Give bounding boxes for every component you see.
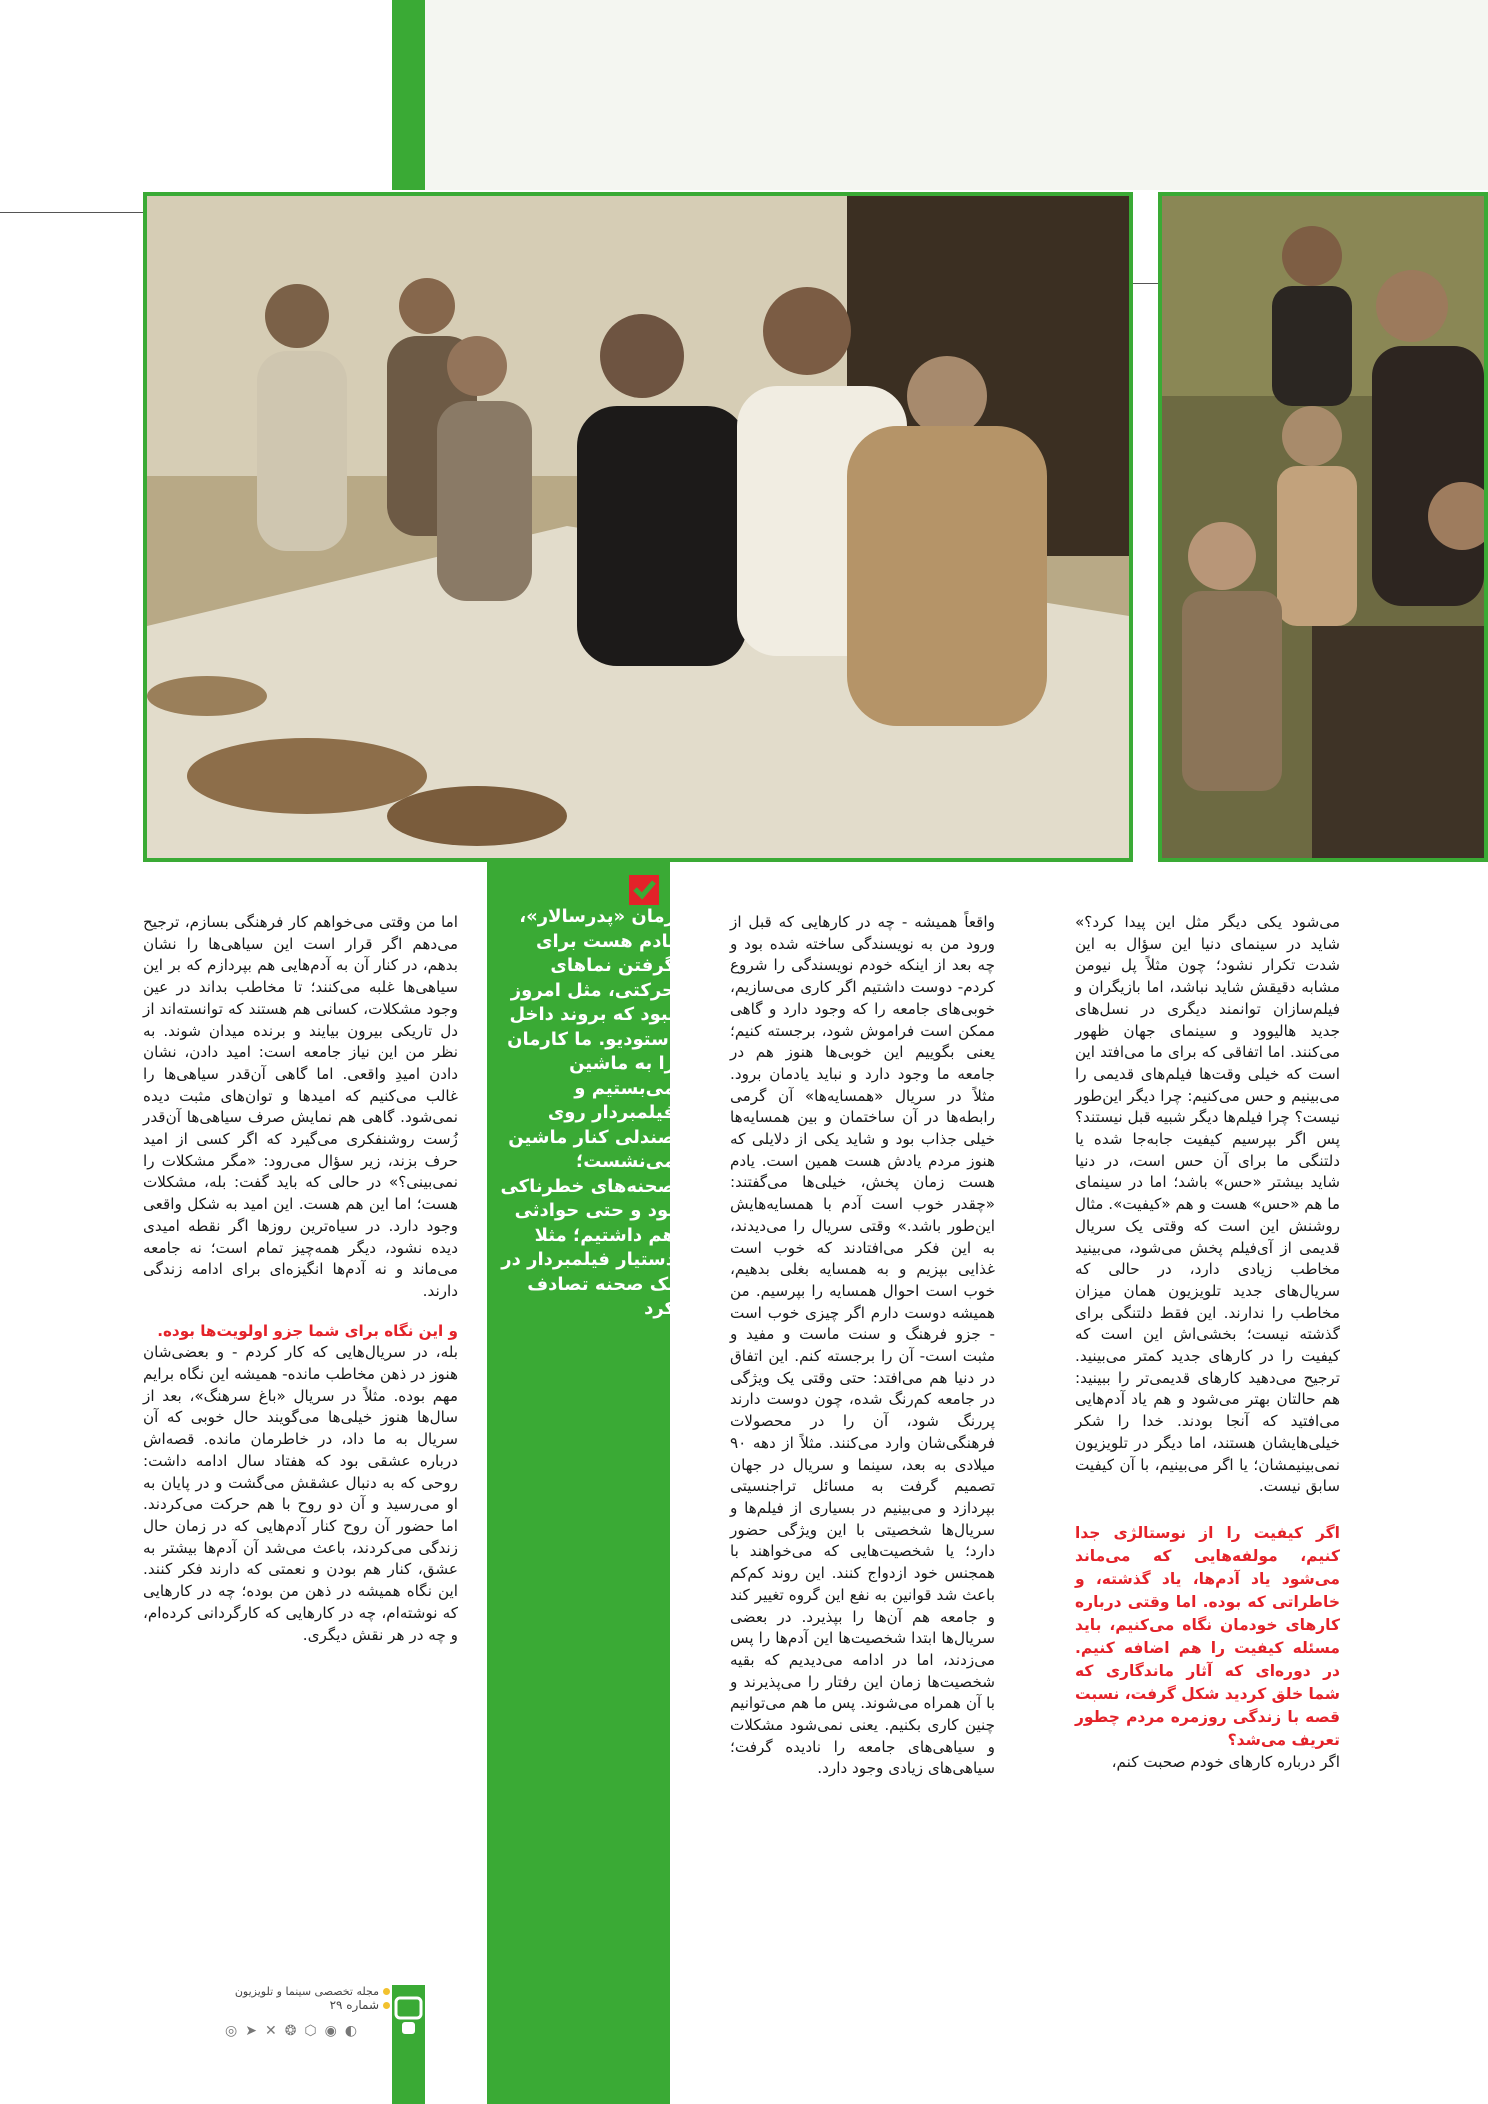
eitaa-icon[interactable]: ◉ <box>324 2023 337 2039</box>
top-white-area <box>0 0 392 190</box>
footer-info <box>160 1985 390 2012</box>
magazine-name: مجله تخصصی سینما و تلویزیون <box>160 1985 390 1998</box>
top-green-strip <box>392 0 425 190</box>
paragraph: می‌شود یکی دیگر مثل این پیدا کرد؟» شاید در سینمای دنیا این سؤال به این شدت تکرار نشود؛ چون مثلاً پل نیومن مشابه دقیقش شاید نباشد، اما بازیگران و فیلم‌سازان توانمند دیگری در نسل‌های جدید هالیوود و سینمای جهان ظهور می‌کنند. اما اتفاقی که برای ما می‌افتد این است که خیلی وقت‌ها فیلم‌های قدیمی را می‌بینیم و حس می‌کنیم: چرا دیگر این‌طور نیست؟ چرا فیلم‌ها دیگر شبیه قبل نیستند؟ پس اگر بپرسیم کیفیت جابه‌جا شده یا دلتنگی ما برای آن حس است، در دنیا شاید بیشتر «حس» باشد؛ اما در سینمای ما هم «حس» هست و هم «کیفیت». مثال روشنش این است که وقتی یک سریال قدیمی از آی‌فیلم پخش می‌شود، می‌بینید مخاطب زیادی دارد، در حالی که سریال‌های جدید تلویزیون همان میزان مخاطب را ندارند. این فقط دلتنگی برای گذشته نیست؛ بخشی‌اش این است که کیفیت را در کارهای جدید کمتر می‌بینید. ترجیح می‌دهید کارهای قدیمی‌تر را ببینید: هم حالتان بهتر می‌شود و هم یاد آدم‌هایی می‌افتید که آنجا بودند. خدا را شکر خیلی‌هایشان هستند، اما دیگر در تلویزیون نمی‌بینیمشان؛ یا اگر می‌بینیم، با آن کیفیت سابق نیست. <box>1075 913 1340 1496</box>
divider-line-small <box>1130 283 1160 284</box>
divider-line <box>0 212 145 213</box>
photo-cast-family <box>1158 192 1488 862</box>
article-column-2 <box>730 912 995 1780</box>
rubika-icon[interactable]: ⬡ <box>304 2023 317 2039</box>
aparat-icon[interactable]: ❂ <box>284 2023 297 2039</box>
x-icon[interactable]: ✕ <box>264 2023 277 2039</box>
paragraph: اما من وقتی می‌خواهم کار فرهنگی بسازم، ترجیح می‌دهم اگر قرار است این سیاهی‌ها را نشان بدهم، در کنار آن به آدم‌هایی هم بپردازم که بر این سیاهی‌ها غلبه می‌کنند؛ تا مخاطب بداند در عین وجود مشکلات، کسانی هم هستند که توانسته‌اند از دل تاریکی بیرون بیایند و برنده میدان شوند. به نظر من این نیاز جامعه است: امید دادن، نشان دادن امیدِ واقعی. اما گاهی آن‌قدر سیاهی‌ها را غالب می‌کنیم که امیدها و توان‌های مثبت دیده نمی‌شود. گاهی هم نمایش صرف سیاهی‌ها آن‌قدر زُست روشنفکری می‌گیرد که اگر کسی از امید حرف بزند، زیر سؤال می‌رود: «مگر مشکلات را نمی‌بینی؟» در حالی که باید گفت: بله، مشکلات هست؛ اما این هم هست. این امید به شکل واقعی وجود دارد. در سیاه‌ترین روزها اگر نقطه امیدی دیده نشود، دیگر همه‌چیز تمام است؛ نه جامعه می‌ماند و نه آدم‌ها انگیزه‌ای برای ادامه زندگی دارند. <box>143 913 458 1300</box>
photo-illustration <box>147 196 1129 858</box>
photo-illustration-2 <box>1162 196 1484 858</box>
interview-question-short: و این نگاه برای شما جزو اولویت‌ها بوده. <box>157 1321 458 1340</box>
paragraph: اگر درباره کارهای خودم صحبت کنم، <box>1111 1752 1340 1771</box>
quote-marker-icon <box>627 873 661 907</box>
telegram-icon[interactable]: ➤ <box>245 2023 257 2039</box>
social-icons <box>225 2023 357 2043</box>
bale-icon[interactable]: ◐ <box>344 2023 358 2039</box>
article-column-1 <box>1075 912 1340 1774</box>
photo-cast-table <box>143 192 1133 862</box>
pull-quote: زمان «پدرسالار»، یادم هست برای گرفتن نماهای حرکتی، مثل امروز نبود که بروند داخل استودیو. ما کارمان را به ماشین می‌بستیم و فیلمبردار روی صندلی کنار ماشین می‌نشست؛ صحنه‌های خطرناکی بود و حتی حوادثی هم داشتیم؛ مثلا دستیار فیلمبردار در یک صحنه تصادف کرد <box>500 906 675 1319</box>
issue-number: شماره ۲۹ <box>160 1998 390 2012</box>
paragraph: بله، در سریال‌هایی که کار کردم - و بعضی‌شان هنوز در ذهن مخاطب مانده- همیشه این نگاه برایم مهم بوده. مثلاً در سریال «باغ سرهنگ»، بعد از سال‌ها هنوز خیلی‌ها می‌گویند حال خوبی که آن سریال به ما داد، در خاطرمان مانده. قصه‌اش درباره عشقی بود که هفتاد سال ادامه داشت: روحی که به دنبال عشقش می‌گشت و در پایان به او می‌رسید و آن دو روح با هم حرکت می‌کردند. اما حضور آن روح کنار آدم‌هایی که در زمان حال زندگی می‌کردند، باعث می‌شد آن آدم‌ها بیشتر به عشق، کنار هم بودن و نعمتی که دارند فکر کنند. این نگاه همیشه در ذهن من بوده؛ چه در کارهایی که نوشته‌ام، چه در کارهایی که کارگردانی کرده‌ام، و چه در هر نقش دیگری. <box>143 1343 458 1644</box>
interview-question: اگر کیفیت را از نوستالژی جدا کنیم، مولفه‌هایی که می‌ماند می‌شود یاد آدم‌ها، یاد گذشته، و خاطراتی که بوده. اما وقتی درباره کارهای خودمان نگاه می‌کنیم، باید مسئله کیفیت را هم اضافه کنیم. در دوره‌ای که آثار ماندگاری که شما خلق کردید شکل گرفت، نسبت قصه با زندگی روزمره مردم چطور تعریف می‌شد؟ <box>1075 1523 1340 1749</box>
paragraph: واقعاً همیشه - چه در کارهایی که قبل از ورود من به نویسندگی ساخته شده بود و چه بعد از اینکه خودم نویسندگی را شروع کردم- دوست داشتیم اگر کاری می‌سازیم، خوبی‌های جامعه را که وجود دارد و گاهی ممکن است فراموش شود، برجسته کنیم؛ یعنی بگوییم این خوبی‌ها هنوز هم در جامعه ما وجود دارد و نباید یادمان برود. مثلاً در سریال «همسایه‌ها» آن گرمی رابطه‌ها در آن ساختمان و بین همسایه‌ها خیلی جذاب بود و شاید یکی از دلایلی که هنوز مردم یادش هست همین است. یادم هست زمان پخش، خیلی‌ها می‌گفتند: «چقدر خوب است آدم با همسایه‌هایش این‌طور باشد.» وقتی سریال را می‌دیدند، به این فکر می‌افتادند که خوب است غذایی بپزیم و به همسایه بغلی بدهیم، خوب است احوال همسایه را بپرسیم. من همیشه دوست دارم اگر چیزی خوب است - جزو فرهنگ و سنت ماست و مفید و مثبت است- آن را برجسته کنم. این اتفاق در دنیا هم می‌افتد: حتی وقتی یک ویژگی در جامعه کم‌رنگ شده، چون دوست دارند پررنگ شود، آن را در محصولات فرهنگی‌شان وارد می‌کنند. مثلاً از دهه ۹۰ میلادی به بعد، سینما و سریال در جهان تصمیم گرفت به مسائل تراجنسیتی بپردازد و می‌بینیم در بسیاری از فیلم‌ها و سریال‌ها شخصیتی با این ویژگی حضور دارد؛ یا شخصیت‌هایی که می‌خواهند با همجنس خود ازدواج کنند. این روند کم‌کم باعث شد قوانین به نفع این گروه تغییر کند و جامعه هم آن‌ها را بپذیرد. در بعضی سریال‌ها ابتدا شخصیت‌ها این آدم‌ها را پس می‌زدند، اما در ادامه می‌دیدیم که بقیه شخصیت‌ها زمان این رفتار را می‌پذیرند و با آن همراه می‌شوند. پس ما هم می‌توانیم چنین کاری بکنیم. یعنی نمی‌شود مشکلات و سیاهی‌های جامعه را نادیده گرفت؛ سیاهی‌های زیادی وجود دارد. <box>730 913 995 1778</box>
top-blank-area <box>425 0 1488 190</box>
instagram-icon[interactable]: ◎ <box>225 2023 238 2039</box>
magazine-logo-icon <box>392 1992 425 2040</box>
article-column-3 <box>143 912 458 1646</box>
